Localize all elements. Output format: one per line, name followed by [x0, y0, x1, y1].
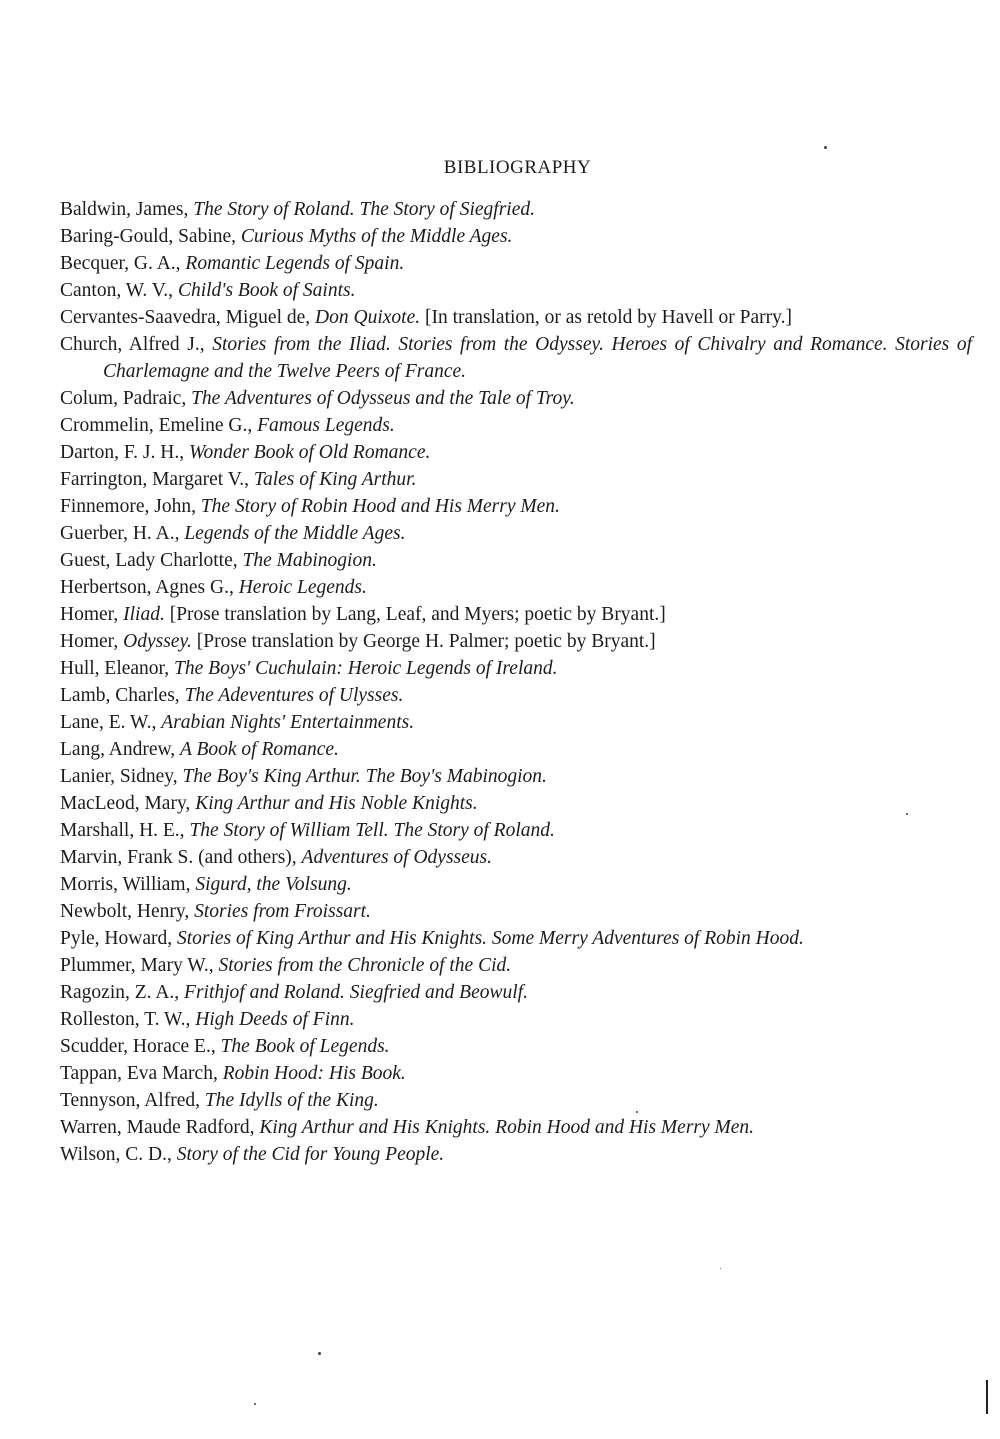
scan-speck	[906, 813, 908, 815]
entry-titles: Stories from the Iliad. Stories from the Odyssey. Heroes of Chivalry and Romance. Stories of Charlemagne and the Twelve Peers of France.	[103, 334, 973, 382]
entry-titles: Famous Legends.	[257, 415, 395, 436]
entry-titles: Child's Book of Saints.	[177, 280, 356, 301]
bibliography-entry	[60, 1141, 972, 1168]
bibliography-entry	[60, 1114, 972, 1141]
entry-titles: The Boy's King Arthur. The Boy's Mabinogion.	[182, 766, 547, 787]
entry-author: Homer,	[60, 604, 124, 625]
bibliography-entry	[60, 1006, 972, 1033]
entry-author: Farrington, Margaret V.,	[60, 469, 254, 490]
entry-author: Marshall, H. E.,	[60, 820, 190, 841]
bibliography-list	[60, 196, 972, 1168]
scan-speck	[254, 1403, 256, 1405]
entry-author: Church, Alfred J.,	[60, 334, 213, 355]
entry-titles: The Book of Legends.	[220, 1036, 390, 1057]
entry-note: [Prose translation by Lang, Leaf, and Myers; poetic by Bryant.]	[164, 604, 666, 625]
entry-titles: The Story of William Tell. The Story of Roland.	[189, 820, 555, 841]
scan-edge-mark	[986, 1380, 988, 1414]
entry-titles: The Adventures of Odysseus and the Tale of Troy.	[191, 388, 575, 409]
entry-titles: Frithjof and Roland. Siegfried and Beowulf.	[184, 982, 528, 1003]
entry-author: Baldwin, James,	[60, 199, 194, 220]
scan-speck	[720, 1268, 721, 1269]
entry-author: Homer,	[60, 631, 124, 652]
bibliography-entry	[60, 1033, 972, 1060]
bibliography-entry	[60, 547, 972, 574]
bibliography-entry	[60, 817, 972, 844]
entry-titles: The Adeventures of Ulysses.	[184, 685, 404, 706]
entry-author: Lamb, Charles,	[60, 685, 185, 706]
entry-titles: A Book of Romance.	[180, 739, 339, 760]
entry-author: Guest, Lady Charlotte,	[60, 550, 243, 571]
entry-author: Darton, F. J. H.,	[60, 442, 189, 463]
bibliography-entry	[60, 1087, 972, 1114]
bibliography-entry	[60, 844, 972, 871]
bibliography-entry	[60, 196, 972, 223]
entry-titles: Heroic Legends.	[238, 577, 367, 598]
bibliography-entry	[60, 331, 972, 385]
bibliography-entry	[60, 1060, 972, 1087]
entry-titles: The Story of Robin Hood and His Merry Men.	[200, 496, 560, 517]
entry-titles: The Story of Roland. The Story of Siegfried.	[193, 199, 535, 220]
entry-titles: Legends of the Middle Ages.	[184, 523, 406, 544]
bibliography-entry	[60, 655, 972, 682]
entry-titles: King Arthur and His Knights. Robin Hood and His Merry Men.	[259, 1117, 755, 1138]
entry-titles: Sigurd, the Volsung.	[195, 874, 352, 895]
entry-titles: Robin Hood: His Book.	[222, 1063, 406, 1084]
entry-titles: High Deeds of Finn.	[195, 1009, 355, 1030]
bibliography-entry	[60, 709, 972, 736]
entry-titles: Stories of King Arthur and His Knights. Some Merry Adventures of Robin Hood.	[176, 928, 804, 949]
entry-titles: Odyssey.	[123, 631, 192, 652]
entry-author: Lang, Andrew,	[60, 739, 181, 760]
entry-titles: Arabian Nights' Entertainments.	[161, 712, 415, 733]
entry-author: Tappan, Eva March,	[60, 1063, 223, 1084]
entry-author: Marvin, Frank S. (and others),	[60, 847, 302, 868]
bibliography-entry	[60, 682, 972, 709]
entry-author: Lane, E. W.,	[60, 712, 162, 733]
bibliography-entry	[60, 385, 972, 412]
entry-titles: The Mabinogion.	[242, 550, 377, 571]
scan-speck	[636, 1111, 638, 1113]
bibliography-entry	[60, 628, 972, 655]
entry-author: Wilson, C. D.,	[60, 1144, 177, 1165]
entry-author: Plummer, Mary W.,	[60, 955, 219, 976]
bibliography-entry	[60, 763, 972, 790]
entry-note: [Prose translation by George H. Palmer; poetic by Bryant.]	[191, 631, 656, 652]
entry-titles: Story of the Cid for Young People.	[176, 1144, 445, 1165]
entry-titles: Don Quixote.	[315, 307, 421, 328]
bibliography-entry	[60, 250, 972, 277]
entry-author: Herbertson, Agnes G.,	[60, 577, 239, 598]
bibliography-entry	[60, 790, 972, 817]
entry-titles: The Idylls of the King.	[204, 1090, 379, 1111]
entry-author: Lanier, Sidney,	[60, 766, 183, 787]
entry-titles: Tales of King Arthur.	[253, 469, 417, 490]
entry-author: Hull, Eleanor,	[60, 658, 175, 679]
bibliography-entry	[60, 520, 972, 547]
entry-titles: Curious Myths of the Middle Ages.	[240, 226, 513, 247]
entry-author: Baring-Gould, Sabine,	[60, 226, 241, 247]
entry-author: Guerber, H. A.,	[60, 523, 185, 544]
bibliography-entry	[60, 898, 972, 925]
bibliography-entry	[60, 493, 972, 520]
entry-titles: King Arthur and His Noble Knights.	[195, 793, 478, 814]
entry-author: Ragozin, Z. A.,	[60, 982, 185, 1003]
entry-author: Scudder, Horace E.,	[60, 1036, 221, 1057]
bibliography-entry	[60, 979, 972, 1006]
entry-titles: Adventures of Odysseus.	[301, 847, 492, 868]
page-title: BIBLIOGRAPHY	[443, 157, 592, 178]
entry-author: Tennyson, Alfred,	[60, 1090, 205, 1111]
bibliography-entry	[60, 304, 972, 331]
entry-author: Pyle, Howard,	[60, 928, 177, 949]
bibliography-entry	[60, 871, 972, 898]
entry-author: Crommelin, Emeline G.,	[60, 415, 258, 436]
bibliography-entry	[60, 952, 972, 979]
bibliography-entry	[60, 925, 972, 952]
entry-author: Canton, W. V.,	[60, 280, 178, 301]
entry-note: [In translation, or as retold by Havell or Parry.]	[420, 307, 792, 328]
entry-titles: Wonder Book of Old Romance.	[188, 442, 431, 463]
scan-speck	[318, 1352, 321, 1355]
bibliography-entry	[60, 736, 972, 763]
bibliography-entry	[60, 601, 972, 628]
entry-author: Warren, Maude Radford,	[60, 1117, 260, 1138]
bibliography-entry	[60, 277, 972, 304]
entry-titles: The Boys' Cuchulain: Heroic Legends of Ireland.	[174, 658, 558, 679]
entry-titles: Iliad.	[123, 604, 165, 625]
entry-author: Finnemore, John,	[60, 496, 201, 517]
scan-speck	[824, 146, 827, 149]
entry-titles: Stories from the Chronicle of the Cid.	[218, 955, 512, 976]
bibliography-entry	[60, 574, 972, 601]
entry-author: MacLeod, Mary,	[60, 793, 196, 814]
entry-author: Cervantes-Saavedra, Miguel de,	[60, 307, 316, 328]
bibliography-entry	[60, 466, 972, 493]
entry-author: Morris, William,	[60, 874, 196, 895]
entry-author: Rolleston, T. W.,	[60, 1009, 196, 1030]
bibliography-entry	[60, 412, 972, 439]
entry-titles: Romantic Legends of Spain.	[185, 253, 405, 274]
entry-author: Newbolt, Henry,	[60, 901, 195, 922]
bibliography-entry	[60, 223, 972, 250]
bibliography-entry	[60, 439, 972, 466]
entry-titles: Stories from Froissart.	[194, 901, 371, 922]
entry-author: Colum, Padraic,	[60, 388, 192, 409]
entry-author: Becquer, G. A.,	[60, 253, 186, 274]
